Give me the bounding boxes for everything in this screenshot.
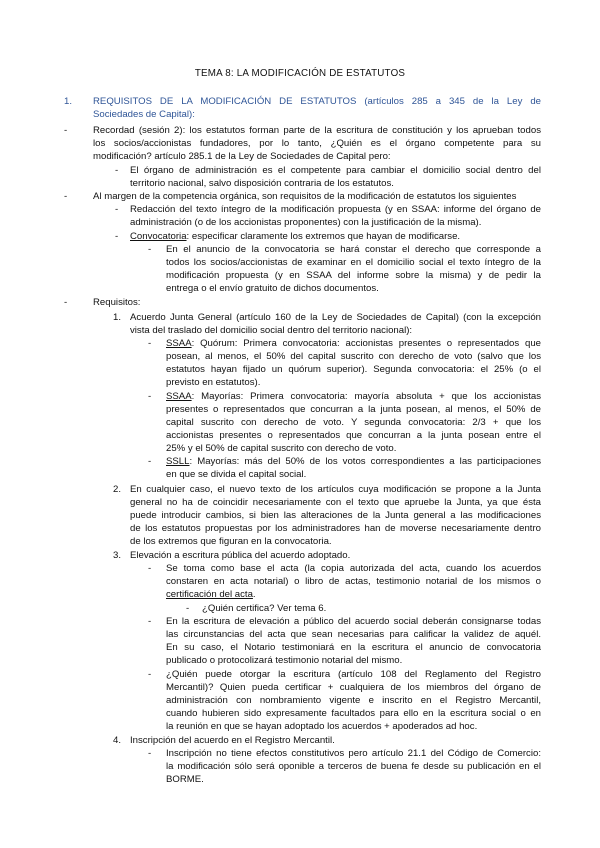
paragraph-line: Se toma como base el acta (la copia autorizada del acta, cuando los acuerdos [166,563,541,574]
paragraph-line: la reunión en que se hayan adoptado los acuerdos + apoderados ad hoc. [166,721,478,732]
paragraph-line: constaren en acta notarial) o libro de actas, testimonio notarial de los mismos o [166,576,541,587]
paragraph-line: posean, al menos, el 50% del capital suscrito con derecho de voto (salvo que los [166,351,541,362]
paragraph-line [166,588,256,601]
paragraph-line: Requisitos: [93,297,141,308]
paragraph-line: todos los socios/accionistas de examinar en el domicilio social el texto íntegro de la [166,257,541,268]
dash-bullet: - [148,563,152,574]
paragraph-line: los socios/accionistas fundadores, por lo tanto, ¿Quién es el órgano competente para su [93,138,541,149]
paragraph-line: En el anuncio de la convocatoria se hará constar el derecho que corresponde a [166,244,541,255]
paragraph-line: En cualquier caso, el nuevo texto de los artículos cuya modificación se propone a la Junta [130,484,541,495]
paragraph-line: Inscripción no tiene efectos constitutivos pero artículo 21.1 del Código de Comercio: [166,748,541,759]
paragraph-line [130,230,460,243]
dash-bullet: - [148,391,152,402]
underlined-term: certificación del acta [166,589,253,600]
paragraph-line: Inscripción del acuerdo en el Registro Mercantil. [130,735,335,746]
dash-bullet: - [115,231,119,242]
section-heading-line: Sociedades de Capital): [93,109,195,120]
paragraph-line: En su caso, el Notario testimoniará en la escritura el anuncio de convocatoria [166,642,541,653]
paragraph-line: modificación propuesta (y en SSAA del informe sobre la misma) y de pedir la [166,270,541,281]
dash-bullet: - [148,748,152,759]
paragraph-line: previsto en estatutos). [166,377,261,388]
list-number: 1. [113,312,122,323]
paragraph-line: de los estatutos propuestas por los administradores han de moverse necesariamente dentro [130,523,541,534]
underlined-term: SSAA [166,338,192,349]
list-number: 4. [113,735,122,746]
dash-bullet: - [64,125,68,136]
paragraph-line: BORME. [166,774,204,785]
dash-bullet: - [64,297,68,308]
paragraph-line: modificación? artículo 285.1 de la Ley de Sociedades de Capital pero: [93,151,391,162]
paragraph-line: administración con nombramiento vigente e inscrito en el Registro Mercantil, [166,695,541,706]
dash-bullet: - [115,165,119,176]
underlined-term: SSAA [166,391,192,402]
paragraph-text: : Mayorías: Primera convocatoria: mayoría absoluta + que los accionistas [191,391,541,402]
underlined-term: Convocatoria [130,231,187,242]
paragraph-text: : especificar claramente los extremos que hayan de modificarse. [186,231,461,242]
paragraph-line: 25% y el 50% de capital suscrito con derecho de voto. [166,443,397,454]
paragraph-line: El órgano de administración es el competente para cambiar el domicilio social dentro del [130,165,541,176]
paragraph-line: presentes o representados que concurran a la junta posean, al menos, el 50% de [166,404,541,415]
paragraph-line: administración (o de los accionistas proponentes) con la justificación de la misma). [130,217,482,228]
dash-bullet: - [64,191,68,202]
paragraph-line: Al margen de la competencia orgánica, son requisitos de la modificación de estatutos los siguientes [93,191,517,202]
underlined-term: SSLL [166,456,190,467]
paragraph-line: publicado o protocolizará testimonio notarial del mismo. [166,655,403,666]
paragraph-text: . [252,589,256,600]
paragraph-text: : Quórum: Primera convocatoria: accionistas presentes o representados que [191,338,541,349]
paragraph-line: la modificación sólo será oponible a terceros de buena fe desde su publicación en el [166,761,541,772]
paragraph-line: puede introducir cambios, si bien las alteraciones de la Junta general a las modificaciones [130,510,541,521]
paragraph-line: Recordad (sesión 2): los estatutos forman parte de la escritura de constitución y los aprueban todos [93,125,541,136]
paragraph-line [166,337,541,350]
paragraph-line: las circunstancias del acta que sean necesarias para calificar la validez de aquél. [166,629,541,640]
paragraph-line: territorio nacional, salvo disposición contraria de los estatutos. [130,178,394,189]
paragraph-line: en que se divida el capital social. [166,469,307,480]
dash-bullet: - [148,456,152,467]
paragraph-line: de los extremos que figuran en la convocatoria. [130,536,332,547]
list-number: 3. [113,550,122,561]
paragraph-line: capital suscrito con derecho de voto. Y segunda convocatoria: 2/3 + que los [166,417,541,428]
paragraph-line: accionistas presentes o representados que concurran a la junta posean entre el [166,430,541,441]
list-number: 2. [113,484,122,495]
paragraph-line: estatutos hayan fijado un quórum superior). Segunda convocatoria: el 25% (o el [166,364,541,375]
paragraph-line: Mercantil)? Quien pueda certificar + cualquiera de los miembros del órgano de [166,682,541,693]
dash-bullet: - [186,603,190,614]
paragraph-line: En la escritura de elevación a público del acuerdo social deberán consignarse todas [166,616,541,627]
dash-bullet: - [148,338,152,349]
paragraph-line: Elevación a escritura pública del acuerdo adoptado. [130,550,351,561]
section-number: 1. [64,96,73,107]
paragraph-line: entrega o el envío gratuito de dichos documentos. [166,283,379,294]
paragraph-text: : Mayorías: más del 50% de los votos correspondientes a las participaciones [189,456,541,467]
paragraph-line [166,390,541,403]
page-title: TEMA 8: LA MODIFICACIÓN DE ESTATUTOS [194,68,406,79]
paragraph-line: ¿Quién certifica? Ver tema 6. [202,603,327,614]
paragraph-line [166,455,541,468]
dash-bullet: - [148,669,152,680]
paragraph-line: general no ha de coincidir necesariamente con el texto que apruebe la Junta, ya que ésta [130,497,541,508]
paragraph-line: Acuerdo Junta General (artículo 160 de la Ley de Sociedades de Capital) (con la excepción [130,312,541,323]
dash-bullet: - [148,616,152,627]
section-heading-line: REQUISITOS DE LA MODIFICACIÓN DE ESTATUTOS (artículos 285 a 345 de la Ley de [93,96,541,107]
paragraph-line: vista del traslado del domicilio social dentro del territorio nacional): [130,325,413,336]
dash-bullet: - [115,204,119,215]
paragraph-line: cuando hubieren sido expresamente facultados para ello en la escritura social o en [166,708,541,719]
paragraph-line: ¿Quién puede otorgar la escritura (artículo 108 del Reglamento del Registro [166,669,541,680]
dash-bullet: - [148,244,152,255]
paragraph-line: Redacción del texto íntegro de la modificación propuesta (y en SSAA: informe del órgano de [130,204,541,215]
